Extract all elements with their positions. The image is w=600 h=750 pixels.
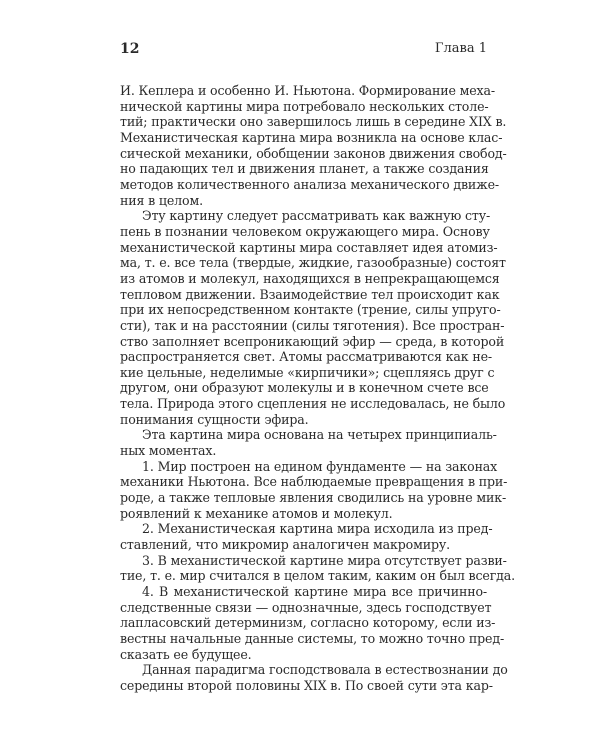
paragraph [120, 521, 493, 553]
text-line: сказать ее будущее. [120, 646, 252, 662]
text-line: другом, они образуют молекулы и в конечном счете все [120, 380, 489, 396]
body-text [120, 83, 515, 694]
text-line: следственные связи — однозначные, здесь господствует [120, 599, 492, 615]
text-line: ния в целом. [120, 192, 203, 208]
text-line: ных моментах. [120, 443, 217, 459]
paragraph [120, 83, 507, 208]
paragraph [120, 552, 515, 584]
text-line: ма, т. е. все тела (твердые, жидкие, газообразные) состоят [120, 255, 506, 271]
text-line: Данная парадигма господствовала в естествознании до [142, 662, 508, 678]
text-line: 2. Механистическая картина мира исходила из пред- [142, 521, 493, 537]
text-line: пень в познании человеком окружающего мира. Основу [120, 223, 490, 239]
text-line: понимания сущности эфира. [120, 411, 309, 427]
text-line: Механистическая картина мира возникла на основе клас- [120, 129, 503, 145]
paragraph [120, 208, 506, 427]
text-line: кие цельные, неделимые «кирпичики»; сцепляясь друг с [120, 364, 495, 380]
text-line: И. Кеплера и особенно И. Ньютона. Формирование меха- [120, 83, 495, 98]
chapter-header: Глава 1 [434, 41, 487, 56]
text-line: при их непосредственном контакте (трение, силы упруго- [120, 302, 501, 318]
text-line: распространяется свет. Атомы рассматриваются как не- [120, 349, 492, 365]
text-line: лапласовский детерминизм, согласно которому, если из- [120, 615, 496, 631]
page-number: 12 [120, 41, 140, 57]
text-line: Эта картина мира основана на четырех принципиаль- [142, 427, 497, 443]
text-line: сти), так и на расстоянии (силы тяготения). Все простран- [120, 317, 505, 333]
text-line: ство заполняет всепроникающий эфир — среда, в которой [120, 333, 505, 349]
text-line: но падающих тел и движения планет, а также создания [120, 161, 489, 177]
paragraph [120, 458, 508, 522]
text-line: из атомов и молекул, находящихся в непрекращающемся [120, 270, 500, 286]
paragraph [120, 662, 508, 693]
paragraph [120, 427, 497, 459]
text-line: нической картины мира потребовало нескольких столе- [120, 98, 489, 114]
text-line: середины второй половины XIX в. По своей сути эта кар- [120, 677, 493, 693]
text-line: механистической картины мира составляет идея атомиз- [120, 239, 498, 255]
text-line: роявлений к механике атомов и молекул. [120, 505, 393, 521]
text-line: тепловом движении. Взаимодействие тел происходит как [120, 286, 500, 302]
text-line: 1. Мир построен на едином фундаменте — на законах [142, 458, 498, 474]
text-line: методов количественного анализа механического движе- [120, 176, 500, 192]
text-line: 3. В механистической картине мира отсутствует разви- [142, 552, 507, 568]
paragraph [120, 584, 505, 662]
text-line: тела. Природа этого сцепления не исследовалась, не было [120, 396, 506, 412]
text-line: вестны начальные данные системы, то можно точно пред- [120, 630, 505, 646]
text-line: сической механики, обобщении законов движения свобод- [120, 145, 507, 161]
text-line: тий; практически оно завершилось лишь в середине XIX в. [120, 114, 507, 130]
text-line: тие, т. е. мир считался в целом таким, каким он был всегда. [120, 568, 515, 584]
text-line: механики Ньютона. Все наблюдаемые превращения в при- [120, 474, 508, 490]
text-line: роде, а также тепловые явления сводились на уровне мик- [120, 490, 507, 506]
text-line: 4. В механистической картине мира все причинно- [142, 584, 487, 599]
text-line: Эту картину следует рассматривать как важную сту- [142, 208, 491, 224]
text-line: ставлений, что микромир аналогичен макромиру. [120, 537, 450, 553]
